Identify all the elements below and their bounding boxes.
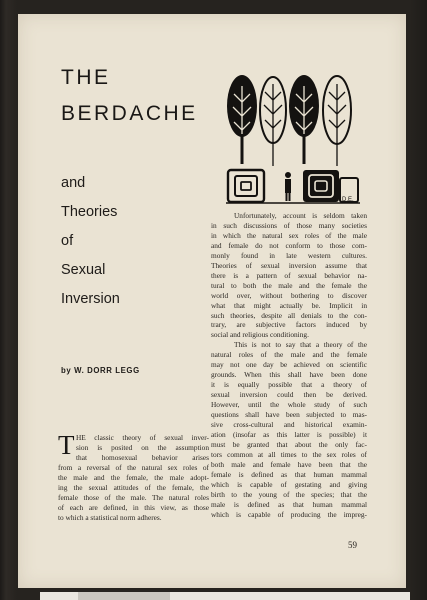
scan-bottom-strip bbox=[40, 592, 410, 600]
subtitle-line-5: Inversion bbox=[61, 291, 120, 307]
trees-figure-illustration bbox=[225, 74, 361, 208]
scan-strip-bar bbox=[78, 592, 170, 600]
text-line: in such discussions of those many societies bbox=[211, 220, 367, 230]
subtitle-line-4: Sexual bbox=[61, 262, 106, 278]
article-title-line-1: THE bbox=[61, 66, 111, 89]
standing-figure bbox=[285, 172, 291, 201]
text-line: HE classic theory of sexual inver- bbox=[76, 433, 209, 442]
left-text-column bbox=[58, 430, 209, 523]
text-line: world over, without bothering to discover bbox=[211, 290, 367, 300]
text-line: questions shall have been subjected to mas- bbox=[211, 410, 367, 420]
text-line: Theories of sexual inversion assume that bbox=[211, 260, 367, 270]
text-line: female those of the male. The natural roles bbox=[58, 492, 209, 502]
text-line: This is not to say that a theory of the bbox=[234, 340, 367, 350]
text-line: monly found in late western cultures. bbox=[211, 250, 367, 260]
text-line: sive cross-cultural and historical examin- bbox=[211, 420, 367, 430]
text-line: social and religious conditioning. bbox=[211, 330, 309, 340]
text-line: However, until the whole study of such bbox=[211, 400, 367, 410]
text-line: such theories, despite all denials to the con- bbox=[211, 310, 367, 320]
text-line: natural roles of the male and the female bbox=[211, 350, 367, 360]
text-line: tors common at all times to the sex roles of bbox=[211, 449, 367, 459]
text-line: both male and female have been that the bbox=[211, 459, 367, 469]
text-line: ing the sexual attitudes of the female, the bbox=[58, 482, 209, 492]
text-line: may not one day be achieved on scientific bbox=[211, 360, 367, 370]
spiral-block-left bbox=[228, 170, 264, 202]
tree-1-graphic bbox=[227, 75, 257, 164]
text-line: of each are defined, in this view, as those bbox=[58, 502, 209, 512]
tree-2-graphic bbox=[260, 77, 286, 166]
tree-3-graphic bbox=[289, 75, 319, 164]
text-line: tural to both the male and the female the bbox=[211, 280, 367, 290]
text-line: birth to the young of the species; that the bbox=[211, 489, 367, 499]
text-line: female is defined as that human mammal bbox=[211, 469, 367, 479]
magazine-page bbox=[18, 14, 406, 588]
text-line: from a reversal of the natural sex roles of bbox=[58, 462, 209, 472]
text-line: trary, are subjective factors induced by bbox=[211, 320, 367, 330]
subtitle-line-3: of bbox=[61, 233, 74, 249]
text-line: it is equally possible that a theory of bbox=[211, 380, 367, 390]
text-line: must be granted that about the only fac- bbox=[211, 439, 367, 449]
article-title-line-2: BERDACHE bbox=[61, 102, 198, 125]
author-byline: by W. DORR LEGG bbox=[61, 366, 140, 375]
text-line: to which a statistical norm adheres. bbox=[58, 512, 162, 522]
text-line: there is a pattern of sexual behavior na- bbox=[211, 270, 367, 280]
text-line: Unfortunately, account is seldom taken bbox=[234, 211, 367, 220]
text-line: and female do not conform to those com- bbox=[211, 240, 367, 250]
text-line: that homosexual behavior arises bbox=[76, 452, 209, 462]
right-text-column bbox=[211, 211, 367, 520]
text-line: sion is posited on the assumption bbox=[76, 442, 209, 452]
drop-cap: T bbox=[58, 430, 75, 460]
subtitle-line-1: and bbox=[61, 175, 86, 191]
text-line: male is defined as that human mammal bbox=[211, 499, 367, 509]
text-line: grounds. When this shall have been done bbox=[211, 370, 367, 380]
spiral-block-right bbox=[303, 170, 339, 202]
page-number: 59 bbox=[348, 540, 357, 550]
text-line: which is capable of producing the impreg- bbox=[211, 509, 367, 519]
subtitle-line-2: Theories bbox=[61, 204, 118, 220]
text-line: ation (insofar as this latter is possible) it bbox=[211, 429, 367, 439]
text-line: what that might actually be. Implicit in bbox=[211, 300, 367, 310]
illustrator-initials: D.E. bbox=[342, 197, 354, 203]
text-line: the male and the female, the male adopt- bbox=[58, 472, 209, 482]
tree-4-graphic bbox=[323, 76, 351, 166]
text-line: sexual inversion could then be derived. bbox=[211, 390, 367, 400]
text-line: in which the natural sex roles of the male bbox=[211, 230, 367, 240]
text-line: which is capable of gestating and giving bbox=[211, 479, 367, 489]
